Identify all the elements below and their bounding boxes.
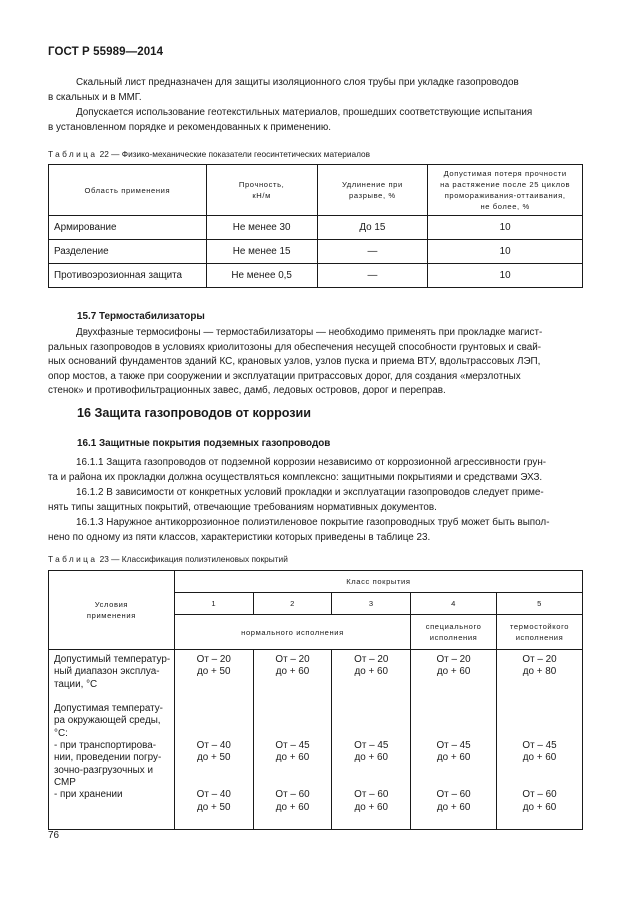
class-1-values: От – 20 до + 50 От – 40 до + 50 От – 40 до + 50	[174, 650, 253, 830]
text-line: Скальный лист предназначен для защиты изоляционного слоя трубы при укладке газопроводов	[76, 77, 519, 88]
text-line: та и района их прокладки должна осуществляться комплексно: защитными покрытиями и средствами ЭХЗ.	[48, 471, 543, 483]
table-cell: Не менее 15	[206, 240, 317, 264]
text-line: в установленном порядке и рекомендованных к применению.	[48, 121, 332, 133]
text-line: Допускается использование геотекстильных материалов, прошедших соответствующие испытания	[76, 107, 533, 118]
section-16-1-title: 16.1 Защитные покрытия подземных газопроводов	[77, 438, 331, 449]
header-cell-class: Класс покрытия	[174, 571, 582, 593]
table-cell: 10	[428, 264, 583, 288]
table-22	[48, 164, 583, 288]
header-cell-heat-resistant: термостойкого исполнения	[497, 615, 583, 650]
section-16-title: 16 Защита газопроводов от коррозии	[77, 406, 312, 420]
section-15-7-paragraph	[48, 326, 583, 399]
caption-prefix: Таблица	[48, 554, 98, 564]
conditions-cell: Допустимый температур- ный диапазон эксплуа- тации, °С Допустимая температу- ра окружающей среды, °С: - при транспортирова- нии, проведении погру- зочно-разгрузочных и СМР - при хранении	[49, 650, 175, 830]
document-header: ГОСТ Р 55989—2014	[48, 46, 164, 58]
text-line: стенок» и противофильтрационных завес, дамб, ледовых островов, дорог и переправ.	[48, 385, 446, 397]
class-4-values: От – 20 до + 60 От – 45 до + 60 От – 60 до + 60	[411, 650, 497, 830]
text-line: 16.1.1 Защита газопроводов от подземной коррозии независимо от коррозионной агрессивности грун-	[76, 457, 547, 468]
table-cell: До 15	[317, 216, 428, 240]
header-cell: Удлинение при разрыве, %	[317, 165, 428, 216]
text-line: нено по одному из пяти классов, характеристики которых приведены в таблице 23.	[48, 531, 431, 543]
table-cell: 10	[428, 240, 583, 264]
class-number-cell: 2	[253, 593, 332, 615]
table-header-row	[49, 571, 583, 593]
table-23-caption	[48, 554, 288, 564]
header-cell: Допустимая потеря прочности на растяжение после 25 циклов промораживания-оттаивания, не более, %	[428, 165, 583, 216]
table-cell: Армирование	[49, 216, 207, 240]
table-cell: —	[317, 240, 428, 264]
paragraph-16-1-2	[48, 486, 583, 515]
paragraph-16-1-3	[48, 516, 583, 545]
table-cell: Разделение	[49, 240, 207, 264]
class-5-values: От – 20 до + 80 От – 45 до + 60 От – 60 до + 60	[497, 650, 583, 830]
table-row	[49, 216, 583, 240]
text-line: ных оснований фундаментов зданий КС, крановых узлов, узлов пуска и приема ВТУ, вдольтрассовых ЛЭП,	[48, 356, 541, 368]
text-line: в скальных и в ММГ.	[48, 91, 142, 103]
intro-paragraph-2	[48, 106, 583, 135]
caption-text: 23 — Классификация полиэтиленовых покрытий	[97, 554, 288, 564]
class-2-values: От – 20 до + 60 От – 45 до + 60 От – 60 до + 60	[253, 650, 332, 830]
table-22-caption	[48, 149, 370, 159]
text-line: 16.1.3 Наружное антикоррозионное полиэтиленовое покрытие газопроводных труб может быть выпол-	[76, 517, 550, 528]
class-number-cell: 1	[174, 593, 253, 615]
paragraph-16-1-1	[48, 456, 583, 485]
class-number-cell: 3	[332, 593, 411, 615]
page-number: 76	[48, 830, 59, 841]
header-cell-conditions: Условия применения	[49, 571, 175, 650]
header-cell-special: специального исполнения	[411, 615, 497, 650]
text-line: 16.1.2 В зависимости от конкретных условий прокладки и эксплуатации газопроводов следует приме-	[76, 487, 544, 498]
header-cell-normal: нормального исполнения	[174, 615, 410, 650]
caption-text: 22 — Физико-механические показатели геосинтетических материалов	[97, 149, 371, 159]
text-line: ральных газопроводов в условиях криолитозоны для обеспечения несущей способности грунтовых и свай-	[48, 341, 542, 353]
intro-paragraph-1	[48, 76, 583, 105]
caption-prefix: Таблица	[48, 149, 98, 159]
table-header-row	[49, 165, 583, 216]
table-cell: Противоэрозионная защита	[49, 264, 207, 288]
header-cell: Прочность, кН/м	[206, 165, 317, 216]
table-row	[49, 240, 583, 264]
class-number-cell: 5	[497, 593, 583, 615]
class-3-values: От – 20 до + 60 От – 45 до + 60 От – 60 до + 60	[332, 650, 411, 830]
table-cell: Не менее 30	[206, 216, 317, 240]
table-cell: 10	[428, 216, 583, 240]
table-23	[48, 570, 583, 830]
class-number-cell: 4	[411, 593, 497, 615]
table-cell: —	[317, 264, 428, 288]
table-row	[49, 650, 583, 830]
text-line: нять типы защитных покрытий, отвечающие требованиям нормативных документов.	[48, 501, 437, 513]
header-cell: Область применения	[49, 165, 207, 216]
section-15-7-title: 15.7 Термостабилизаторы	[77, 311, 205, 322]
table-cell: Не менее 0,5	[206, 264, 317, 288]
text-line: опор мостов, а также при сооружении и эксплуатации притрассовых дорог, для создания «мерзлотных	[48, 370, 521, 382]
table-row	[49, 264, 583, 288]
text-line: Двухфазные термосифоны — термостабилизаторы — необходимо применять при прокладке магист-	[76, 327, 543, 338]
